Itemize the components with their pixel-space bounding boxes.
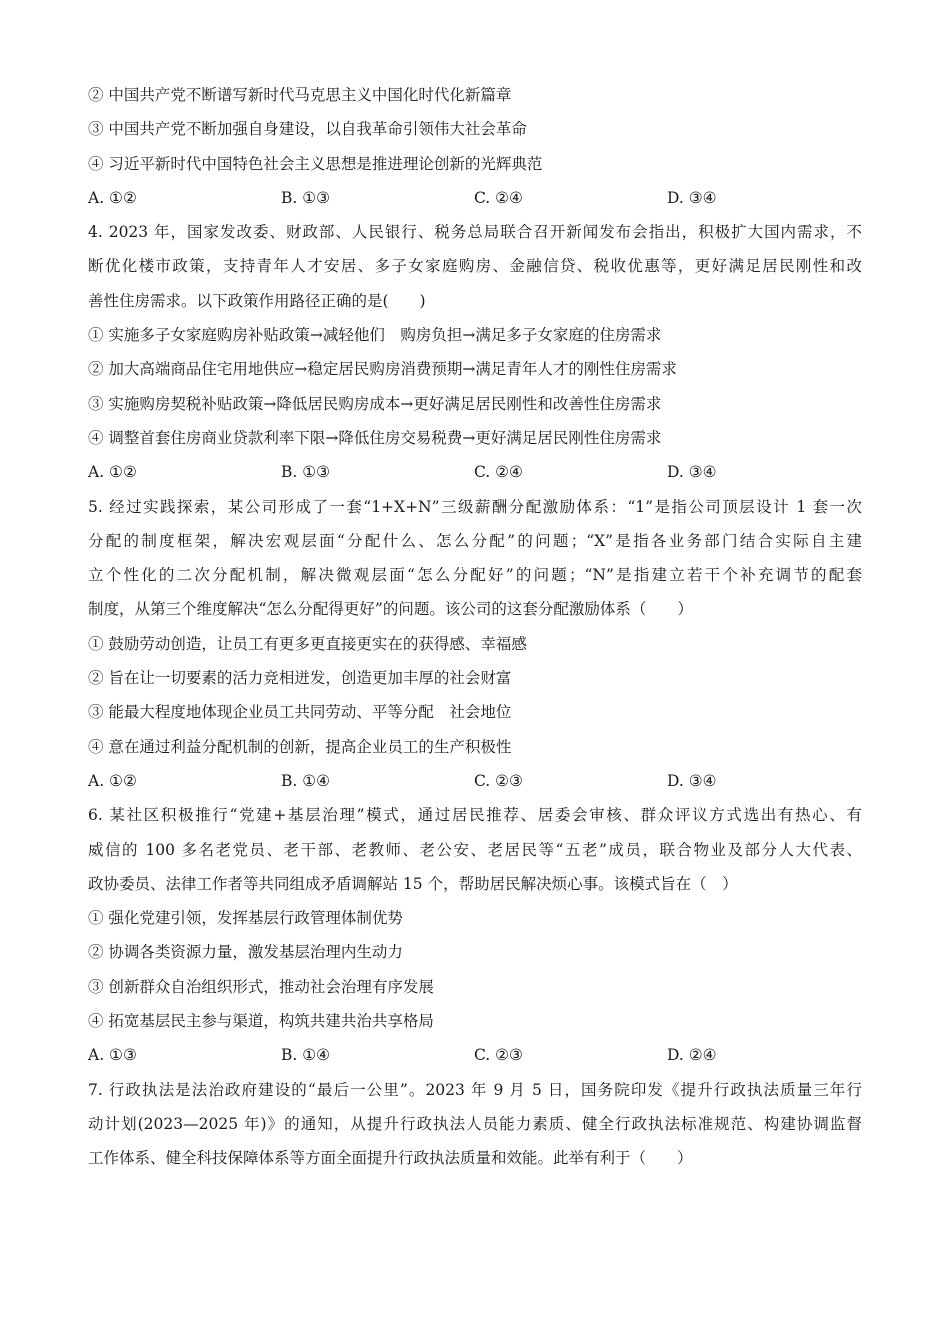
q4-choice-d: D. ③④	[667, 463, 717, 482]
q3-option-2: ② 中国共产党不断谱写新时代马克思主义中国化时代化新篇章	[88, 86, 512, 104]
q3-option-3: ③ 中国共产党不断加强自身建设，以自我革命引领伟大社会革命	[88, 120, 527, 139]
q5-option-4: ④ 意在通过利益分配机制的创新，提高企业员工的生产积极性	[88, 737, 512, 756]
q6-answer-choices	[88, 1038, 862, 1072]
q4-stem-line-3: 善性住房需求。以下政策作用路径正确的是( )	[88, 291, 426, 310]
q6-stem-line-2: 威信的 100 多名老党员、老干部、老教师、老公安、老居民等“五老”成员，联合物业及部分人大代表、	[88, 840, 862, 859]
q6-choice-a: A. ①③	[88, 1046, 137, 1065]
q5-choice-d: D. ③④	[667, 771, 717, 790]
q5-option-2: ② 旨在让一切要素的活力竞相迸发，创造更加丰厚的社会财富	[88, 669, 512, 688]
q7-stem-line-1: 7. 行政执法是法治政府建设的“最后一公里”。2023 年 9 月 5 日，国务院印发《提升行政执法质量三年行	[88, 1080, 862, 1099]
q4-option-3: ③ 实施购房契税补贴政策→降低居民购房成本→更好满足居民刚性和改善性住房需求	[88, 394, 662, 413]
q3-choice-c: C. ②④	[474, 188, 523, 207]
q5-choice-c: C. ②③	[474, 771, 523, 790]
q3-choice-b: B. ①③	[281, 188, 331, 207]
q4-option-1: ① 实施多子女家庭购房补贴政策→减轻他们 购房负担→满足多子女家庭的住房需求	[88, 326, 662, 345]
q7-stem-line-3: 工作体系、健全科技保障体系等方面全面提升行政执法质量和效能。此举有利于（ ）	[88, 1149, 693, 1168]
q5-stem-line-2: 分配的制度框架，解决宏观层面“分配什么、怎么分配”的问题；“X”是指各业务部门结合实际自主建	[88, 531, 862, 550]
q5-stem-line-4: 制度，从第三个维度解决“怎么分配得更好”的问题。该公司的这套分配激励体系（ ）	[88, 600, 693, 619]
question-6	[88, 798, 862, 1072]
q6-choice-c: C. ②③	[474, 1046, 523, 1065]
q4-choice-c: C. ②④	[474, 463, 523, 482]
q5-stem-line-3: 立个性化的二次分配机制，解决微观层面“怎么分配好”的问题；“N”是指建立若干个补充调节的配套	[88, 566, 862, 585]
q6-choice-d: D. ②④	[667, 1046, 717, 1065]
q5-option-3: ③ 能最大程度地体现企业员工共同劳动、平等分配 社会地位	[88, 703, 512, 722]
q4-stem-line-2: 断优化楼市政策，支持青年人才安居、多子女家庭购房、金融信贷、税收优惠等，更好满足居民刚性和改	[88, 257, 862, 276]
q5-choice-b: B. ①④	[281, 771, 331, 790]
q4-option-2: ② 加大高端商品住宅用地供应→稳定居民购房消费预期→满足青年人才的刚性住房需求	[88, 360, 677, 379]
q4-choice-b: B. ①③	[281, 463, 331, 482]
q6-option-4: ④ 拓宽基层民主参与渠道，构筑共建共治共享格局	[88, 1012, 434, 1031]
q5-stem-line-1: 5. 经过实践探索，某公司形成了一套“1+X+N”三级薪酬分配激励体系：“1”是指公司顶层设计 1 套一次	[88, 497, 862, 516]
q6-stem-line-1: 6. 某社区积极推行“党建+基层治理”模式，通过居民推荐、居委会审核、群众评议方式选出有热心、有	[88, 806, 862, 825]
q3-choice-d: D. ③④	[667, 188, 717, 207]
q6-choice-b: B. ①④	[281, 1046, 331, 1065]
question-4	[88, 215, 862, 489]
q6-stem-line-3: 政协委员、法律工作者等共同组成矛盾调解站 15 个，帮助居民解决烦心事。该模式旨在（ ）	[88, 874, 738, 893]
q3-answer-choices	[88, 181, 862, 215]
q7-stem-line-2: 动计划(2023—2025 年)》的通知，从提升行政执法人员能力素质、健全行政执法标准规范、构建协调监督	[88, 1114, 862, 1133]
question-7	[88, 1073, 862, 1176]
q4-choice-a: A. ①②	[88, 463, 137, 482]
q6-option-2: ② 协调各类资源力量，激发基层治理内生动力	[88, 943, 403, 962]
q4-answer-choices	[88, 455, 862, 489]
q5-option-1: ① 鼓励劳动创造，让员工有更多更直接更实在的获得感、幸福感	[88, 634, 527, 653]
q5-choice-a: A. ①②	[88, 771, 137, 790]
q5-answer-choices	[88, 764, 862, 798]
q4-option-4: ④ 调整首套住房商业贷款利率下限→降低住房交易税费→更好满足居民刚性住房需求	[88, 428, 662, 447]
q4-stem-line-1: 4. 2023 年，国家发改委、财政部、人民银行、税务总局联合召开新闻发布会指出，积极扩大国内需求，不	[88, 223, 862, 242]
q3-option-4: ④ 习近平新时代中国特色社会主义思想是推进理论创新的光辉典范	[88, 154, 543, 173]
q6-option-3: ③ 创新群众自治组织形式，推动社会治理有序发展	[88, 977, 434, 996]
q6-option-1: ① 强化党建引领，发挥基层行政管理体制优势	[88, 909, 403, 928]
question-5	[88, 490, 862, 799]
q3-choice-a: A. ①②	[88, 188, 137, 207]
question-3-tail	[88, 78, 862, 215]
